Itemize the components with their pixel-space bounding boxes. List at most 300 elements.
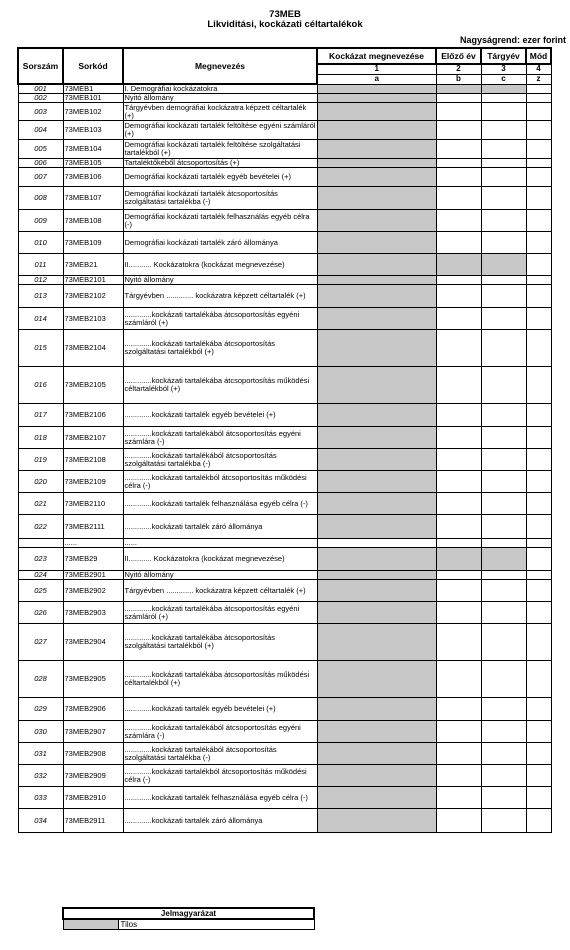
- cell-targyev[interactable]: [481, 427, 526, 449]
- row-sorkod: 73MEB2908: [63, 743, 123, 765]
- row-sorkod: 73MEB2901: [63, 571, 123, 580]
- table-row: [18, 571, 551, 580]
- cell-targyev[interactable]: [481, 493, 526, 515]
- table-row: [18, 449, 551, 471]
- row-sorkod: 73MEB29: [63, 548, 123, 571]
- cell-mod[interactable]: [526, 367, 551, 404]
- row-sorkod: 73MEB2104: [63, 330, 123, 367]
- header-num-1: 1: [317, 64, 436, 74]
- cell-elozo-ev[interactable]: [436, 210, 481, 232]
- cell-kockazat[interactable]: [317, 493, 436, 515]
- header-megnevezes: Megnevezés: [123, 48, 317, 84]
- cell-kockazat[interactable]: [317, 743, 436, 765]
- table-row: [18, 765, 551, 787]
- legend-title: Jelmagyarázat: [63, 908, 314, 919]
- cell-targyev[interactable]: [481, 539, 526, 548]
- cell-kockazat[interactable]: [317, 159, 436, 168]
- row-megnevezes: Nyitó állomány: [123, 94, 317, 103]
- cell-kockazat[interactable]: [317, 404, 436, 427]
- cell-elozo-ev[interactable]: [436, 721, 481, 743]
- table-row: [18, 168, 551, 187]
- row-megnevezes: .............kockázati tartalékból átcsoportosítás működési célra (-): [123, 471, 317, 493]
- table-row: [18, 187, 551, 210]
- cell-elozo-ev[interactable]: [436, 94, 481, 103]
- cell-targyev[interactable]: [481, 580, 526, 602]
- cell-elozo-ev[interactable]: [436, 427, 481, 449]
- cell-mod[interactable]: [526, 187, 551, 210]
- cell-elozo-ev[interactable]: [436, 159, 481, 168]
- row-megnevezes: Nyitó állomány: [123, 276, 317, 285]
- row-sorkod: 73MEB101: [63, 94, 123, 103]
- cell-kockazat[interactable]: [317, 539, 436, 548]
- cell-elozo-ev[interactable]: [436, 515, 481, 539]
- cell-elozo-ev[interactable]: [436, 743, 481, 765]
- cell-targyev[interactable]: [481, 624, 526, 661]
- row-sorkod: 73MEB2108: [63, 449, 123, 471]
- cell-targyev[interactable]: [481, 515, 526, 539]
- row-sorkod: 73MEB2909: [63, 765, 123, 787]
- cell-targyev[interactable]: [481, 330, 526, 367]
- table-row: [18, 254, 551, 276]
- table-row: [18, 471, 551, 493]
- header-num-4: 4: [526, 64, 551, 74]
- cell-kockazat[interactable]: [317, 330, 436, 367]
- cell-kockazat[interactable]: [317, 367, 436, 404]
- cell-mod[interactable]: [526, 308, 551, 330]
- cell-kockazat[interactable]: [317, 94, 436, 103]
- cell-kockazat[interactable]: [317, 661, 436, 698]
- cell-targyev[interactable]: [481, 809, 526, 833]
- cell-mod[interactable]: [526, 94, 551, 103]
- row-sorszam: 034: [18, 809, 63, 833]
- row-sorkod: 73MEB2107: [63, 427, 123, 449]
- cell-elozo-ev[interactable]: [436, 698, 481, 721]
- table-row: [18, 103, 551, 121]
- row-megnevezes: II........... Kockázatokra (kockázat megnevezése): [123, 254, 317, 276]
- cell-elozo-ev[interactable]: [436, 330, 481, 367]
- header-col1: Kockázat megnevezése: [317, 48, 436, 64]
- cell-mod[interactable]: [526, 515, 551, 539]
- row-sorkod: 73MEB107: [63, 187, 123, 210]
- row-sorkod: ......: [63, 539, 123, 548]
- row-megnevezes: .............kockázati tartalékába átcsoportosítás működési céltartalékból (+): [123, 367, 317, 404]
- row-sorkod: 73MEB109: [63, 232, 123, 254]
- cell-targyev[interactable]: [481, 121, 526, 140]
- cell-kockazat[interactable]: [317, 698, 436, 721]
- cell-targyev[interactable]: [481, 285, 526, 308]
- row-megnevezes: .............kockázati tartalékából átcsoportosítás szolgáltatási tartalékba (-): [123, 449, 317, 471]
- legend-label: Tilos: [118, 919, 314, 930]
- table-row: [18, 548, 551, 571]
- cell-mod[interactable]: [526, 493, 551, 515]
- cell-mod[interactable]: [526, 103, 551, 121]
- cell-targyev[interactable]: [481, 787, 526, 809]
- table-row: [18, 330, 551, 367]
- cell-targyev[interactable]: [481, 232, 526, 254]
- row-sorszam: 019: [18, 449, 63, 471]
- row-megnevezes: .............kockázati tartalékába átcsoportosítás egyéni számláról (+): [123, 308, 317, 330]
- cell-elozo-ev[interactable]: [436, 661, 481, 698]
- row-megnevezes: Demográfiai kockázati tartalék felhasználás egyéb célra (-): [123, 210, 317, 232]
- row-sorszam: 020: [18, 471, 63, 493]
- table-row: [18, 580, 551, 602]
- row-sorkod: 73MEB108: [63, 210, 123, 232]
- header-col2: Előző év: [436, 48, 481, 64]
- row-sorkod: 73MEB2906: [63, 698, 123, 721]
- cell-elozo-ev[interactable]: [436, 285, 481, 308]
- cell-targyev[interactable]: [481, 721, 526, 743]
- row-megnevezes: .............kockázati tartalék egyéb bevételei (+): [123, 698, 317, 721]
- cell-elozo-ev[interactable]: [436, 580, 481, 602]
- row-sorszam: 007: [18, 168, 63, 187]
- table-row: [18, 809, 551, 833]
- row-sorszam: 016: [18, 367, 63, 404]
- row-megnevezes: Demográfiai kockázati tartalék egyéb bevételei (+): [123, 168, 317, 187]
- cell-elozo-ev[interactable]: [436, 539, 481, 548]
- row-megnevezes: .............kockázati tartalék felhasználása egyéb célra (-): [123, 493, 317, 515]
- cell-mod[interactable]: [526, 449, 551, 471]
- row-sorszam: 001: [18, 84, 63, 94]
- cell-kockazat[interactable]: [317, 187, 436, 210]
- row-sorszam: 011: [18, 254, 63, 276]
- table-row: [18, 427, 551, 449]
- row-megnevezes: .............kockázati tartalékába átcsoportosítás szolgáltatási tartalékból (+): [123, 624, 317, 661]
- row-megnevezes: Tárgyévben ............. kockázatra képzett céltartalék (+): [123, 285, 317, 308]
- table-row: [18, 743, 551, 765]
- row-sorkod: 73MEB2106: [63, 404, 123, 427]
- table-row: [18, 515, 551, 539]
- row-sorszam: 032: [18, 765, 63, 787]
- table-row: [18, 602, 551, 624]
- row-sorszam: 033: [18, 787, 63, 809]
- cell-mod[interactable]: [526, 471, 551, 493]
- header-col4: Mód: [526, 48, 551, 64]
- table-row: [18, 787, 551, 809]
- cell-targyev[interactable]: [481, 140, 526, 159]
- cell-kockazat[interactable]: [317, 721, 436, 743]
- table-row: [18, 539, 551, 548]
- cell-targyev[interactable]: [481, 276, 526, 285]
- cell-kockazat[interactable]: [317, 84, 436, 94]
- cell-targyev[interactable]: [481, 698, 526, 721]
- cell-elozo-ev[interactable]: [436, 168, 481, 187]
- row-megnevezes: Tartaléktőkéből átcsoportosítás (+): [123, 159, 317, 168]
- header-sorszam: Sorszám: [18, 48, 63, 84]
- legend-swatch: [63, 919, 118, 930]
- table-row: [18, 721, 551, 743]
- cell-elozo-ev[interactable]: [436, 187, 481, 210]
- row-sorszam: 004: [18, 121, 63, 140]
- legend-table: [62, 907, 315, 930]
- cell-targyev[interactable]: [481, 254, 526, 276]
- row-sorszam: 031: [18, 743, 63, 765]
- cell-mod[interactable]: [526, 661, 551, 698]
- cell-mod[interactable]: [526, 276, 551, 285]
- cell-targyev[interactable]: [481, 367, 526, 404]
- cell-kockazat[interactable]: [317, 308, 436, 330]
- cell-targyev[interactable]: [481, 661, 526, 698]
- row-sorkod: 73MEB1: [63, 84, 123, 94]
- table-row: [18, 140, 551, 159]
- cell-kockazat[interactable]: [317, 515, 436, 539]
- row-megnevezes: .............kockázati tartalékból átcsoportosítás működési célra (-): [123, 765, 317, 787]
- cell-kockazat[interactable]: [317, 809, 436, 833]
- row-sorkod: 73MEB2905: [63, 661, 123, 698]
- row-sorkod: 73MEB103: [63, 121, 123, 140]
- row-sorkod: 73MEB2903: [63, 602, 123, 624]
- cell-kockazat[interactable]: [317, 765, 436, 787]
- table-row: [18, 276, 551, 285]
- row-sorszam: 013: [18, 285, 63, 308]
- row-sorkod: 73MEB106: [63, 168, 123, 187]
- row-megnevezes: Tárgyévben ............. kockázatra képzett céltartalék (+): [123, 580, 317, 602]
- cell-elozo-ev[interactable]: [436, 276, 481, 285]
- cell-elozo-ev[interactable]: [436, 809, 481, 833]
- cell-kockazat[interactable]: [317, 580, 436, 602]
- cell-mod[interactable]: [526, 539, 551, 548]
- cell-elozo-ev[interactable]: [436, 493, 481, 515]
- row-sorszam: 023: [18, 548, 63, 571]
- row-sorkod: 73MEB2910: [63, 787, 123, 809]
- cell-mod[interactable]: [526, 787, 551, 809]
- row-megnevezes: .............kockázati tartalékából átcsoportosítás szolgáltatási tartalékba (-): [123, 743, 317, 765]
- row-megnevezes: .............kockázati tartalékába átcsoportosítás működési céltartalékból (+): [123, 661, 317, 698]
- cell-mod[interactable]: [526, 809, 551, 833]
- cell-elozo-ev[interactable]: [436, 121, 481, 140]
- cell-kockazat[interactable]: [317, 103, 436, 121]
- row-sorkod: 73MEB2904: [63, 624, 123, 661]
- cell-elozo-ev[interactable]: [436, 84, 481, 94]
- row-megnevezes: Nyitó állomány: [123, 571, 317, 580]
- row-sorszam: 029: [18, 698, 63, 721]
- cell-mod[interactable]: [526, 232, 551, 254]
- cell-elozo-ev[interactable]: [436, 367, 481, 404]
- table-row: [18, 698, 551, 721]
- row-sorszam: 009: [18, 210, 63, 232]
- cell-mod[interactable]: [526, 140, 551, 159]
- row-megnevezes: .............kockázati tartalék záró állománya: [123, 515, 317, 539]
- table-row: [18, 367, 551, 404]
- cell-elozo-ev[interactable]: [436, 254, 481, 276]
- cell-targyev[interactable]: [481, 84, 526, 94]
- cell-elozo-ev[interactable]: [436, 308, 481, 330]
- row-sorszam: 025: [18, 580, 63, 602]
- cell-kockazat[interactable]: [317, 140, 436, 159]
- cell-kockazat[interactable]: [317, 121, 436, 140]
- row-sorkod: 73MEB105: [63, 159, 123, 168]
- row-sorszam: 003: [18, 103, 63, 121]
- row-sorkod: 73MEB104: [63, 140, 123, 159]
- cell-kockazat[interactable]: [317, 168, 436, 187]
- cell-targyev[interactable]: [481, 103, 526, 121]
- cell-kockazat[interactable]: [317, 449, 436, 471]
- row-sorszam: [18, 539, 63, 548]
- cell-targyev[interactable]: [481, 168, 526, 187]
- row-sorkod: 73MEB2101: [63, 276, 123, 285]
- row-megnevezes: .............kockázati tartalék felhasználása egyéb célra (-): [123, 787, 317, 809]
- cell-mod[interactable]: [526, 254, 551, 276]
- cell-mod[interactable]: [526, 765, 551, 787]
- row-sorszam: 015: [18, 330, 63, 367]
- cell-mod[interactable]: [526, 548, 551, 571]
- cell-mod[interactable]: [526, 602, 551, 624]
- row-sorszam: 005: [18, 140, 63, 159]
- row-sorkod: 73MEB2110: [63, 493, 123, 515]
- cell-mod[interactable]: [526, 210, 551, 232]
- row-megnevezes: II........... Kockázatokra (kockázat megnevezése): [123, 548, 317, 571]
- row-sorszam: 021: [18, 493, 63, 515]
- row-sorszam: 018: [18, 427, 63, 449]
- cell-kockazat[interactable]: [317, 254, 436, 276]
- cell-kockazat[interactable]: [317, 602, 436, 624]
- row-sorkod: 73MEB21: [63, 254, 123, 276]
- cell-targyev[interactable]: [481, 602, 526, 624]
- cell-kockazat[interactable]: [317, 624, 436, 661]
- cell-targyev[interactable]: [481, 404, 526, 427]
- row-megnevezes: .............kockázati tartalékába átcsoportosítás szolgáltatási tartalékból (+): [123, 330, 317, 367]
- row-megnevezes: .............kockázati tartalékából átcsoportosítás egyéni számlára (-): [123, 721, 317, 743]
- row-sorszam: 030: [18, 721, 63, 743]
- table-row: [18, 493, 551, 515]
- row-megnevezes: .............kockázati tartalék záró állománya: [123, 809, 317, 833]
- table-row: [18, 232, 551, 254]
- row-sorszam: 028: [18, 661, 63, 698]
- row-sorkod: 73MEB2911: [63, 809, 123, 833]
- row-sorkod: 73MEB2103: [63, 308, 123, 330]
- cell-mod[interactable]: [526, 121, 551, 140]
- data-table: [17, 47, 552, 833]
- cell-mod[interactable]: [526, 571, 551, 580]
- cell-elozo-ev[interactable]: [436, 571, 481, 580]
- cell-kockazat[interactable]: [317, 210, 436, 232]
- header-letter-b: b: [436, 74, 481, 84]
- header-col3: Tárgyév: [481, 48, 526, 64]
- cell-kockazat[interactable]: [317, 787, 436, 809]
- cell-targyev[interactable]: [481, 187, 526, 210]
- cell-targyev[interactable]: [481, 548, 526, 571]
- cell-mod[interactable]: [526, 285, 551, 308]
- cell-targyev[interactable]: [481, 159, 526, 168]
- table-row: [18, 624, 551, 661]
- unit-note: Nagyságrend: ezer forint: [459, 35, 566, 45]
- cell-mod[interactable]: [526, 330, 551, 367]
- cell-targyev[interactable]: [481, 571, 526, 580]
- form-code: 73MEB: [269, 9, 301, 20]
- cell-mod[interactable]: [526, 624, 551, 661]
- row-sorkod: 73MEB2109: [63, 471, 123, 493]
- cell-mod[interactable]: [526, 427, 551, 449]
- table-row: [18, 210, 551, 232]
- cell-mod[interactable]: [526, 721, 551, 743]
- cell-targyev[interactable]: [481, 94, 526, 103]
- header-num-2: 2: [436, 64, 481, 74]
- cell-elozo-ev[interactable]: [436, 140, 481, 159]
- row-megnevezes: Demográfiai kockázati tartalék záró állománya: [123, 232, 317, 254]
- row-sorkod: 73MEB2111: [63, 515, 123, 539]
- cell-elozo-ev[interactable]: [436, 787, 481, 809]
- row-megnevezes: .............kockázati tartalékába átcsoportosítás egyéni számláról (+): [123, 602, 317, 624]
- table-row: [18, 94, 551, 103]
- header-letter-c: c: [481, 74, 526, 84]
- cell-elozo-ev[interactable]: [436, 103, 481, 121]
- row-megnevezes: Demográfiai kockázati tartalék feltöltése egyéni számláról (+): [124, 121, 316, 138]
- cell-targyev[interactable]: [481, 471, 526, 493]
- row-sorkod: 73MEB2907: [63, 721, 123, 743]
- cell-kockazat[interactable]: [317, 548, 436, 571]
- row-sorszam: 017: [18, 404, 63, 427]
- row-megnevezes: I. Demográfiai kockázatokra: [123, 84, 317, 94]
- cell-elozo-ev[interactable]: [436, 602, 481, 624]
- cell-elozo-ev[interactable]: [436, 765, 481, 787]
- cell-elozo-ev[interactable]: [436, 624, 481, 661]
- row-sorkod: 73MEB102: [63, 103, 123, 121]
- cell-elozo-ev[interactable]: [436, 471, 481, 493]
- row-sorszam: 014: [18, 308, 63, 330]
- form-title: Likviditási, kockázati céltartalékok: [207, 19, 363, 30]
- row-sorszam: 008: [18, 187, 63, 210]
- cell-mod[interactable]: [526, 698, 551, 721]
- cell-kockazat[interactable]: [317, 285, 436, 308]
- row-sorszam: 010: [18, 232, 63, 254]
- cell-elozo-ev[interactable]: [436, 232, 481, 254]
- table-row: [18, 84, 551, 94]
- row-sorszam: 027: [18, 624, 63, 661]
- row-megnevezes: .............kockázati tartalék egyéb bevételei (+): [123, 404, 317, 427]
- row-sorszam: 022: [18, 515, 63, 539]
- table-row: [18, 661, 551, 698]
- cell-kockazat[interactable]: [317, 571, 436, 580]
- row-sorkod: 73MEB2902: [63, 580, 123, 602]
- cell-elozo-ev[interactable]: [436, 449, 481, 471]
- header-num-3: 3: [481, 64, 526, 74]
- row-sorkod: 73MEB2102: [63, 285, 123, 308]
- header-sorkod: Sorkód: [63, 48, 123, 84]
- row-sorszam: 026: [18, 602, 63, 624]
- cell-targyev[interactable]: [481, 743, 526, 765]
- table-row: [18, 308, 551, 330]
- cell-kockazat[interactable]: [317, 232, 436, 254]
- header-letter-z: z: [526, 74, 551, 84]
- cell-kockazat[interactable]: [317, 471, 436, 493]
- cell-mod[interactable]: [526, 84, 551, 94]
- cell-mod[interactable]: [526, 404, 551, 427]
- row-sorszam: 006: [18, 159, 63, 168]
- cell-targyev[interactable]: [481, 449, 526, 471]
- cell-elozo-ev[interactable]: [436, 548, 481, 571]
- row-megnevezes: ......: [123, 539, 317, 548]
- cell-mod[interactable]: [526, 580, 551, 602]
- cell-elozo-ev[interactable]: [436, 404, 481, 427]
- table-row: [18, 159, 551, 168]
- cell-targyev[interactable]: [481, 765, 526, 787]
- cell-kockazat[interactable]: [317, 427, 436, 449]
- cell-mod[interactable]: [526, 159, 551, 168]
- row-sorkod: 73MEB2105: [63, 367, 123, 404]
- cell-targyev[interactable]: [481, 308, 526, 330]
- cell-targyev[interactable]: [481, 210, 526, 232]
- row-megnevezes: Demográfiai kockázati tartalék feltöltése szolgáltatási tartalékból (+): [123, 140, 317, 159]
- row-sorszam: 024: [18, 571, 63, 580]
- row-sorszam: 002: [18, 94, 63, 103]
- header-letter-a: a: [317, 74, 436, 84]
- table-row: [18, 285, 551, 308]
- table-row: [18, 121, 551, 140]
- cell-kockazat[interactable]: [317, 276, 436, 285]
- row-megnevezes: .............kockázati tartalékából átcsoportosítás egyéni számlára (-): [123, 427, 317, 449]
- cell-mod[interactable]: [526, 168, 551, 187]
- row-sorszam: 012: [18, 276, 63, 285]
- cell-mod[interactable]: [526, 743, 551, 765]
